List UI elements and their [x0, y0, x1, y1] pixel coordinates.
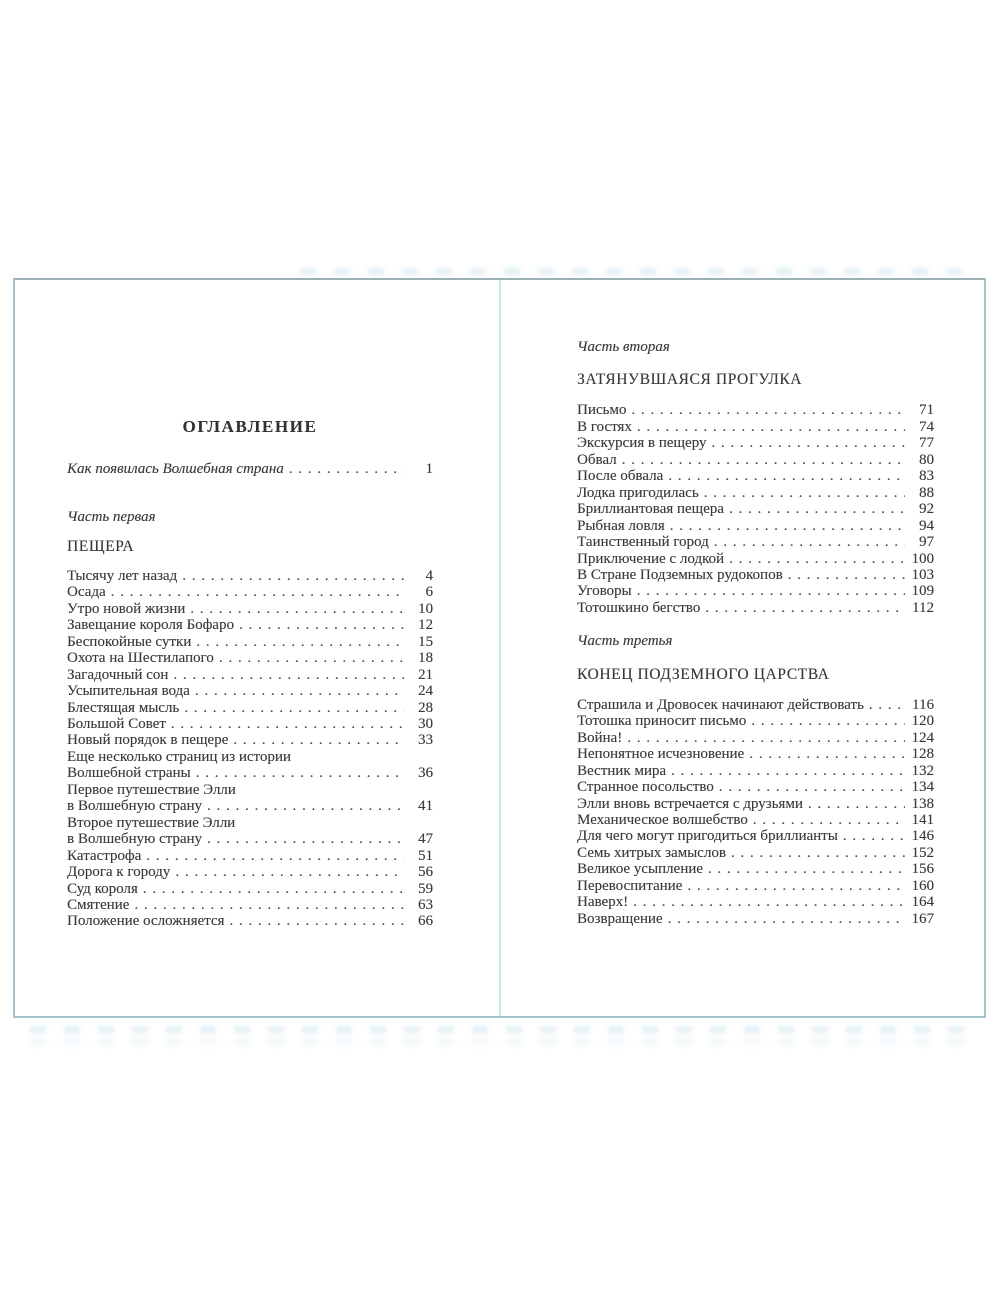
- dot-leader: [687, 878, 905, 894]
- toc-entry-page: 80: [919, 451, 934, 468]
- toc-entry: [67, 749, 433, 782]
- toc-heading: ОГЛАВЛЕНИЕ: [182, 417, 318, 436]
- toc-entry: [577, 730, 934, 746]
- dot-leader: [729, 551, 905, 567]
- toc-entry-page: 132: [911, 762, 934, 779]
- toc-entry-title: Таинственный город: [577, 534, 709, 551]
- toc-entry-row: [67, 881, 433, 897]
- toc-entry-title: в Волшебную страну: [67, 798, 203, 815]
- toc-entry-title: Волшебной страны: [67, 765, 191, 782]
- page-frame: [13, 278, 986, 1018]
- toc-entry-title: Завещание короля Бофаро: [67, 617, 234, 634]
- dot-leader: [729, 501, 905, 517]
- toc-entry-page: 120: [911, 713, 934, 730]
- scan-artifact-bottom: [30, 1026, 975, 1033]
- toc-entry-page: 36: [418, 765, 433, 782]
- toc-entry: [577, 567, 934, 583]
- toc-entry-title: Элли вновь встречается с друзьями: [577, 795, 803, 812]
- toc-entry-title: Война!: [577, 729, 623, 746]
- toc-entry-title: Страшила и Дровосек начинают действовать: [577, 696, 864, 713]
- toc-entry-row: [577, 911, 934, 927]
- dot-leader: [111, 584, 404, 600]
- toc-entry: [67, 667, 433, 683]
- part-two-label: Часть вторая: [577, 339, 670, 355]
- toc-entry-page: 128: [911, 746, 934, 763]
- toc-entry: [67, 716, 433, 732]
- toc-entry: [67, 634, 433, 650]
- toc-entry-page: 47: [418, 831, 433, 848]
- toc-entry: [577, 828, 934, 844]
- toc-entry-page: 134: [911, 779, 934, 796]
- dot-leader: [753, 812, 905, 828]
- toc-intro-title: Как появилась Волшебная страна: [67, 461, 284, 477]
- dot-leader: [719, 779, 905, 795]
- toc-entry-title: Семь хитрых замыслов: [577, 844, 726, 861]
- toc-entry-title: Осада: [67, 584, 106, 601]
- toc-entry: [577, 419, 934, 435]
- dot-leader: [668, 911, 905, 927]
- toc-entry-row: [577, 861, 934, 877]
- toc-entry-row: [577, 697, 934, 713]
- toc-entry-page: 74: [919, 418, 934, 435]
- toc-entry: [67, 700, 433, 716]
- toc-entry-page: 41: [418, 798, 433, 815]
- toc-entry-title: Блестящая мысль: [67, 699, 180, 716]
- toc-entry-row: [67, 568, 433, 584]
- toc-entry: [67, 897, 433, 913]
- toc-entry-page: 83: [919, 468, 934, 485]
- toc-entry-page: 33: [418, 732, 433, 749]
- toc-entry-first-line: Первое путешествие Элли: [67, 781, 236, 798]
- toc-entry-page: 4: [425, 567, 433, 584]
- toc-entry: [577, 534, 934, 550]
- toc-entry-row: [67, 617, 433, 633]
- dot-leader: [670, 518, 905, 534]
- toc-entry-page: 138: [911, 795, 934, 812]
- toc-entry-row: [67, 897, 433, 913]
- dot-leader: [622, 452, 905, 468]
- toc-entry: [67, 732, 433, 748]
- toc-entry-page: 6: [425, 584, 433, 601]
- toc-entry-page: 109: [911, 583, 934, 600]
- toc-entry-title: Беспокойные сутки: [67, 633, 192, 650]
- toc-entry-page: 94: [919, 517, 934, 534]
- dot-leader: [668, 468, 905, 484]
- toc-entry-title: Смятение: [67, 896, 130, 913]
- toc-entry-page: 141: [911, 811, 934, 828]
- dot-leader: [627, 730, 905, 746]
- dot-leader: [173, 667, 404, 683]
- toc-entry-row: [67, 634, 433, 650]
- toc-entry-row: [67, 831, 433, 847]
- toc-entry-title: Лодка пригодилась: [577, 484, 699, 501]
- toc-entry-row: [577, 796, 934, 812]
- dot-leader: [808, 796, 905, 812]
- toc-entry-row: [67, 584, 433, 600]
- toc-entry-row: [67, 864, 433, 880]
- toc-entry-row: [67, 765, 433, 781]
- toc-entry-row: [577, 583, 934, 599]
- toc-entry-title: Усыпительная вода: [67, 683, 190, 700]
- toc-entry-page: 51: [418, 847, 433, 864]
- toc-entry: [577, 402, 934, 418]
- dot-leader: [637, 583, 905, 599]
- toc-entry: [577, 452, 934, 468]
- dot-leader: [207, 798, 404, 814]
- dot-leader: [182, 568, 404, 584]
- toc-entry-page: 167: [911, 910, 934, 927]
- toc-entry-title: Уговоры: [577, 583, 632, 600]
- toc-entry-page: 21: [418, 666, 433, 683]
- toc-entry: [577, 551, 934, 567]
- toc-entry-title: Наверх!: [577, 894, 629, 911]
- toc-entry-title: Загадочный сон: [67, 666, 169, 683]
- toc-entry-page: 77: [919, 435, 934, 452]
- toc-entry: [67, 913, 433, 929]
- toc-entry-title: в Волшебную страну: [67, 831, 203, 848]
- dot-leader: [637, 419, 905, 435]
- toc-entry-title: Великое усыпление: [577, 861, 703, 878]
- toc-entry-title: Новый порядок в пещере: [67, 732, 229, 749]
- toc-entry: [67, 881, 433, 897]
- toc-entry: [67, 568, 433, 584]
- toc-entry-page: 97: [919, 534, 934, 551]
- toc-entry-row: [577, 419, 934, 435]
- toc-entry-title: Охота на Шестилапого: [67, 650, 214, 667]
- dot-leader: [190, 601, 404, 617]
- toc-entry: [577, 435, 934, 451]
- toc-entry-list-part3: [577, 697, 934, 927]
- toc-entry-row: [577, 828, 934, 844]
- dot-leader: [869, 697, 905, 713]
- toc-intro-entry: [67, 461, 433, 477]
- toc-entry-title: В гостях: [577, 418, 632, 435]
- toc-entry: [577, 779, 934, 795]
- toc-entry: [577, 763, 934, 779]
- dot-leader: [633, 894, 905, 910]
- toc-entry-row: [67, 732, 433, 748]
- toc-intro-page: 1: [425, 461, 433, 477]
- toc-entry-first-line: Второе путешествие Элли: [67, 814, 236, 831]
- toc-entry-title: Положение осложняется: [67, 913, 225, 930]
- toc-entry: [577, 878, 934, 894]
- toc-entry-row: [577, 501, 934, 517]
- toc-entry-title: Приключение с лодкой: [577, 550, 725, 567]
- toc-entry-title: Бриллиантовая пещера: [577, 501, 724, 518]
- dot-leader: [708, 861, 905, 877]
- toc-entry-row: [577, 812, 934, 828]
- toc-entry-page: 12: [418, 617, 433, 634]
- dot-leader: [195, 683, 404, 699]
- part-three-title: КОНЕЦ ПОДЗЕМНОГО ЦАРСТВА: [577, 665, 830, 683]
- toc-entry-page: 24: [418, 683, 433, 700]
- toc-entry: [577, 861, 934, 877]
- toc-entry-title: Странное посольство: [577, 779, 714, 796]
- dot-leader: [175, 864, 404, 880]
- dot-leader: [631, 402, 905, 418]
- toc-entry-row: [577, 534, 934, 550]
- toc-entry: [577, 485, 934, 501]
- toc-left-page: [67, 280, 433, 930]
- toc-entry-list-part2: [577, 402, 934, 616]
- toc-entry-title: Вестник мира: [577, 762, 667, 779]
- toc-entry: [67, 601, 433, 617]
- toc-entry-title: Письмо: [577, 402, 627, 419]
- toc-entry: [577, 501, 934, 517]
- toc-entry: [67, 864, 433, 880]
- toc-entry-title: Тотошка приносит письмо: [577, 713, 747, 730]
- toc-entry-page: 160: [911, 877, 934, 894]
- toc-entry: [577, 812, 934, 828]
- toc-entry-title: Перевоспитание: [577, 877, 683, 894]
- toc-entry-row: [577, 845, 934, 861]
- toc-entry-page: 56: [418, 864, 433, 881]
- toc-entry: [67, 848, 433, 864]
- toc-entry-row: [67, 650, 433, 666]
- toc-entry-page: 152: [911, 844, 934, 861]
- toc-entry-row: [577, 518, 934, 534]
- toc-entry: [67, 617, 433, 633]
- toc-entry-page: 15: [418, 633, 433, 650]
- toc-entry: [67, 650, 433, 666]
- toc-entry-page: 112: [912, 599, 934, 616]
- toc-entry-row: [577, 551, 934, 567]
- toc-entry-title: Утро новой жизни: [67, 600, 186, 617]
- toc-entry-title: Катастрофа: [67, 847, 142, 864]
- dot-leader: [171, 716, 404, 732]
- dot-leader: [671, 763, 905, 779]
- toc-entry-page: 116: [912, 696, 934, 713]
- toc-entry: [577, 746, 934, 762]
- toc-entry-page: 103: [911, 566, 934, 583]
- toc-entry: [577, 468, 934, 484]
- toc-entry: [577, 713, 934, 729]
- scan-artifact-top: [300, 268, 980, 275]
- dot-leader: [233, 732, 404, 748]
- toc-entry-row: [67, 913, 433, 929]
- dot-leader: [143, 881, 404, 897]
- toc-entry-row: [67, 848, 433, 864]
- toc-entry-row: [577, 600, 934, 616]
- toc-entry-page: 66: [418, 913, 433, 930]
- dot-leader: [196, 634, 404, 650]
- dot-leader: [749, 746, 905, 762]
- toc-entry: [67, 683, 433, 699]
- toc-entry-row: [577, 435, 934, 451]
- toc-entry-row: [577, 452, 934, 468]
- dot-leader: [229, 913, 404, 929]
- toc-entry: [577, 600, 934, 616]
- toc-entry-page: 100: [911, 550, 934, 567]
- toc-entry: [67, 815, 433, 848]
- toc-entry-title: Для чего могут пригодиться бриллианты: [577, 828, 838, 845]
- toc-entry: [577, 518, 934, 534]
- toc-entry-page: 63: [418, 896, 433, 913]
- toc-entry-row: [67, 798, 433, 814]
- dot-leader: [219, 650, 404, 666]
- toc-entry: [577, 796, 934, 812]
- toc-entry-page: 10: [418, 600, 433, 617]
- dot-leader: [289, 461, 404, 477]
- toc-entry-title: Тотошкино бегство: [577, 599, 701, 616]
- toc-entry-page: 164: [911, 894, 934, 911]
- toc-entry-row: [577, 894, 934, 910]
- dot-leader: [184, 700, 404, 716]
- toc-entry-title: Суд короля: [67, 880, 138, 897]
- toc-entry-page: 59: [418, 880, 433, 897]
- dot-leader: [843, 828, 905, 844]
- dot-leader: [196, 765, 404, 781]
- toc-entry-row: [577, 485, 934, 501]
- toc-entry-page: 88: [919, 484, 934, 501]
- toc-entry-row: [577, 468, 934, 484]
- toc-entry-list-part1: [67, 568, 433, 930]
- toc-entry-title: Обвал: [577, 451, 617, 468]
- toc-entry-page: 146: [911, 828, 934, 845]
- toc-entry-row: [577, 763, 934, 779]
- toc-entry-title: После обвала: [577, 468, 664, 485]
- toc-entry-row: [67, 601, 433, 617]
- dot-leader: [239, 617, 404, 633]
- toc-entry-title: Большой Совет: [67, 715, 166, 732]
- toc-entry-page: 30: [418, 715, 433, 732]
- toc-entry-title: Непонятное исчезновение: [577, 746, 745, 763]
- toc-entry-page: 71: [919, 402, 934, 419]
- toc-entry: [577, 697, 934, 713]
- toc-entry-page: 18: [418, 650, 433, 667]
- toc-right-page: [577, 280, 934, 927]
- toc-entry-first-line: Еще несколько страниц из истории: [67, 748, 291, 765]
- toc-entry-row: [577, 878, 934, 894]
- dot-leader: [705, 600, 905, 616]
- toc-entry-page: 92: [919, 501, 934, 518]
- dot-leader: [134, 897, 404, 913]
- dot-leader: [207, 831, 404, 847]
- dot-leader: [704, 485, 905, 501]
- dot-leader: [146, 848, 404, 864]
- toc-entry-title: Рыбная ловля: [577, 517, 665, 534]
- dot-leader: [751, 713, 905, 729]
- toc-entry-title: В Стране Подземных рудокопов: [577, 566, 783, 583]
- part-one-label: Часть первая: [67, 509, 156, 526]
- toc-entry-title: Механическое волшебство: [577, 811, 748, 828]
- toc-entry-row: [67, 716, 433, 732]
- toc-entry: [577, 894, 934, 910]
- toc-entry: [577, 583, 934, 599]
- dot-leader: [731, 845, 905, 861]
- scan-artifact-bottom-2: [30, 1038, 975, 1045]
- toc-entry: [577, 845, 934, 861]
- dot-leader: [711, 435, 905, 451]
- toc-entry-row: [67, 683, 433, 699]
- dot-leader: [788, 567, 905, 583]
- toc-entry-row: [67, 667, 433, 683]
- part-three-label: Часть третья: [577, 633, 673, 650]
- toc-entry-row: [577, 779, 934, 795]
- toc-entry-row: [577, 746, 934, 762]
- part-one-title: ПЕЩЕРА: [67, 537, 135, 555]
- toc-entry-title: Тысячу лет назад: [67, 567, 178, 584]
- dot-leader: [714, 534, 905, 550]
- page-gutter-line: [499, 280, 501, 1016]
- toc-entry-row: [577, 730, 934, 746]
- part-two-title: ЗАТЯНУВШАЯСЯ ПРОГУЛКА: [577, 371, 803, 389]
- toc-entry-row: [67, 700, 433, 716]
- toc-entry: [577, 911, 934, 927]
- toc-entry-page: 124: [911, 729, 934, 746]
- toc-entry-row: [577, 402, 934, 418]
- toc-entry-page: 28: [418, 699, 433, 716]
- toc-entry-title: Дорога к городу: [67, 864, 171, 881]
- toc-entry: [67, 584, 433, 600]
- toc-entry-row: [577, 567, 934, 583]
- toc-entry: [67, 782, 433, 815]
- toc-entry-row: [577, 713, 934, 729]
- toc-entry-title: Экскурсия в пещеру: [577, 435, 707, 452]
- toc-entry-page: 156: [911, 861, 934, 878]
- toc-entry-title: Возвращение: [577, 910, 663, 927]
